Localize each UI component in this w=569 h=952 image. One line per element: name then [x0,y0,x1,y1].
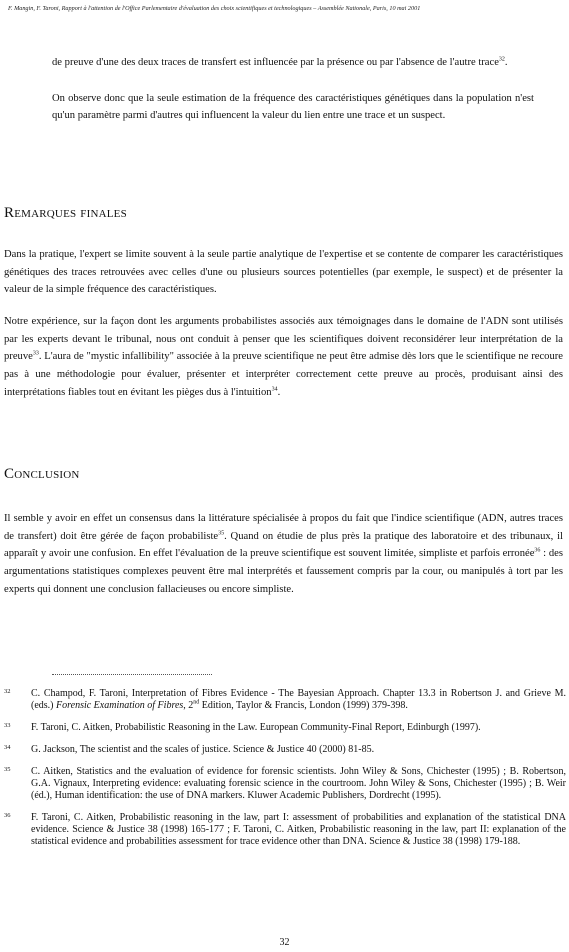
footnote-number: 35 [4,766,11,773]
footnote-separator [52,674,212,675]
footnote-ref[interactable]: 36 [534,547,541,554]
section-heading-conclusion: Conclusion [4,466,80,482]
footnote-ref[interactable]: 34 [271,386,278,393]
footnote-number: 33 [4,722,11,729]
quote-paragraph-2: On observe donc que la seule estimation de la fréquence des caractéristiques génétiques dans la population n'est qu'un paramètre parmi d'autres qui influencent la valeur du lien entre une trace et un suspect. [52,92,534,121]
footnote-number: 36 [4,812,11,819]
footnote-ref[interactable]: 35 [218,530,225,537]
footnote-number: 32 [4,688,11,695]
remarques-paragraph-1: Dans la pratique, l'expert se limite souvent à la seule partie analytique de l'expertise et se contente de comparer les caractéristiques génétiques des traces retrouvées avec celles d'une ou plusieurs sources potentielles (par exemple, le suspect) et de présenter la valeur de la simple fréquence des caractéristiques. [4,249,563,296]
footnotes-list [4,688,566,858]
conclusion-paragraph: Il semble y avoir en effet un consensus dans la littérature spécialisée à propos du fait que l'indice scientifique (ADN, autres traces de transfert) doit être gérée de façon probabiliste$^{35}$. Quand on étudie de plus près la pratique des laboratoire et des tribunaux, il apparaît y avoir une confusion. En effet l'évaluation de la preuve scientifique est souvent limitée, simpliste et parfois erronée$^{36}$ : des argumentations statistiques complexes peuvent être mal interprétés et faussement compris par la cour, ou manipulés à tort par les experts qui donnent une conclusion fallacieuses ou encore simpliste. [4,513,563,595]
footnote-item: 32 C. Champod, F. Taroni, Interpretation of Fibres Evidence - The Bayesian Approach. Chapter 13.3 in Robertson J. and Grieve M. (eds.) Forensic Examination of Fibres, 2nd Edition, Taylor & Francis, London (1999) 379-398. [4,688,566,711]
quote-paragraph-1: de preuve d'une des deux traces de transfert est influencée par la présence ou par l'absence de l'autre trace$^{32}$. [52,56,508,68]
remarques-paragraph-2: Notre expérience, sur la façon dont les arguments probabilistes associés aux témoignages dans le domaine de l'ADN sont utilisés par les experts devant le tribunal, nous ont conduit à penser que les scientifiques doivent reconsidérer leur interprétation de la preuve$^{33}$. L'aura de "mystic infallibility" associée à la preuve scientifique ne peut être admise dès lors que le scientifique ne recoure pas à une méthodologie pour évaluer, présenter et interpréter correctement cette preuve au procès, produisant ainsi des interprétations fiables tout en évitant les pièges dus à l'intuition$^{34}$. [4,316,563,398]
footnote-ref[interactable]: 32 [498,56,505,63]
footnote-item: 35 C. Aitken, Statistics and the evaluation of evidence for forensic scientists. John Wiley & Sons, Chichester (1995) ; B. Robertson, G.A. Vignaux, Interpreting evidence: evaluating forensic science in the courtroom. John Wiley & Sons, Chichester (1995) ; B. Weir (éd.), Human identification: the use of DNA markers. Kluwer Academic Publishers, Dordrecht (1995). [4,766,566,801]
footnote-ref[interactable]: 33 [32,350,39,357]
quoted-passage [52,54,534,125]
footnote-item: 36 F. Taroni, C. Aitken, Probabilistic reasoning in the law, part I: assessment of probabilities and explanation of the statistical DNA evidence. Science & Justice 38 (1998) 165-177 ; F. Taroni, C. Aitken, Probabilistic reasoning in the law, part II: explanation of the statistical evidence and probabilities assessment for trace evidence other than DNA. Science & Justice 38 (1998) 179-188. [4,812,566,847]
footnote-item: 33 F. Taroni, C. Aitken, Probabilistic Reasoning in the Law. European Community-Final Report, Edinburgh (1997). [4,722,481,733]
footnote-item: 34 G. Jackson, The scientist and the scales of justice. Science & Justice 40 (2000) 81-85. [4,744,375,755]
page-number: 32 [279,937,290,948]
footnote-number: 34 [4,744,11,751]
section-heading-remarques: Remarques finales [4,205,127,221]
running-header: F. Mangin, F. Taroni, Rapport à l'attention de l'Office Parlementaire d'évaluation des choix scientifiques et technologiques – Assemblée Nationale, Paris, 10 mai 2001 [8,5,421,12]
